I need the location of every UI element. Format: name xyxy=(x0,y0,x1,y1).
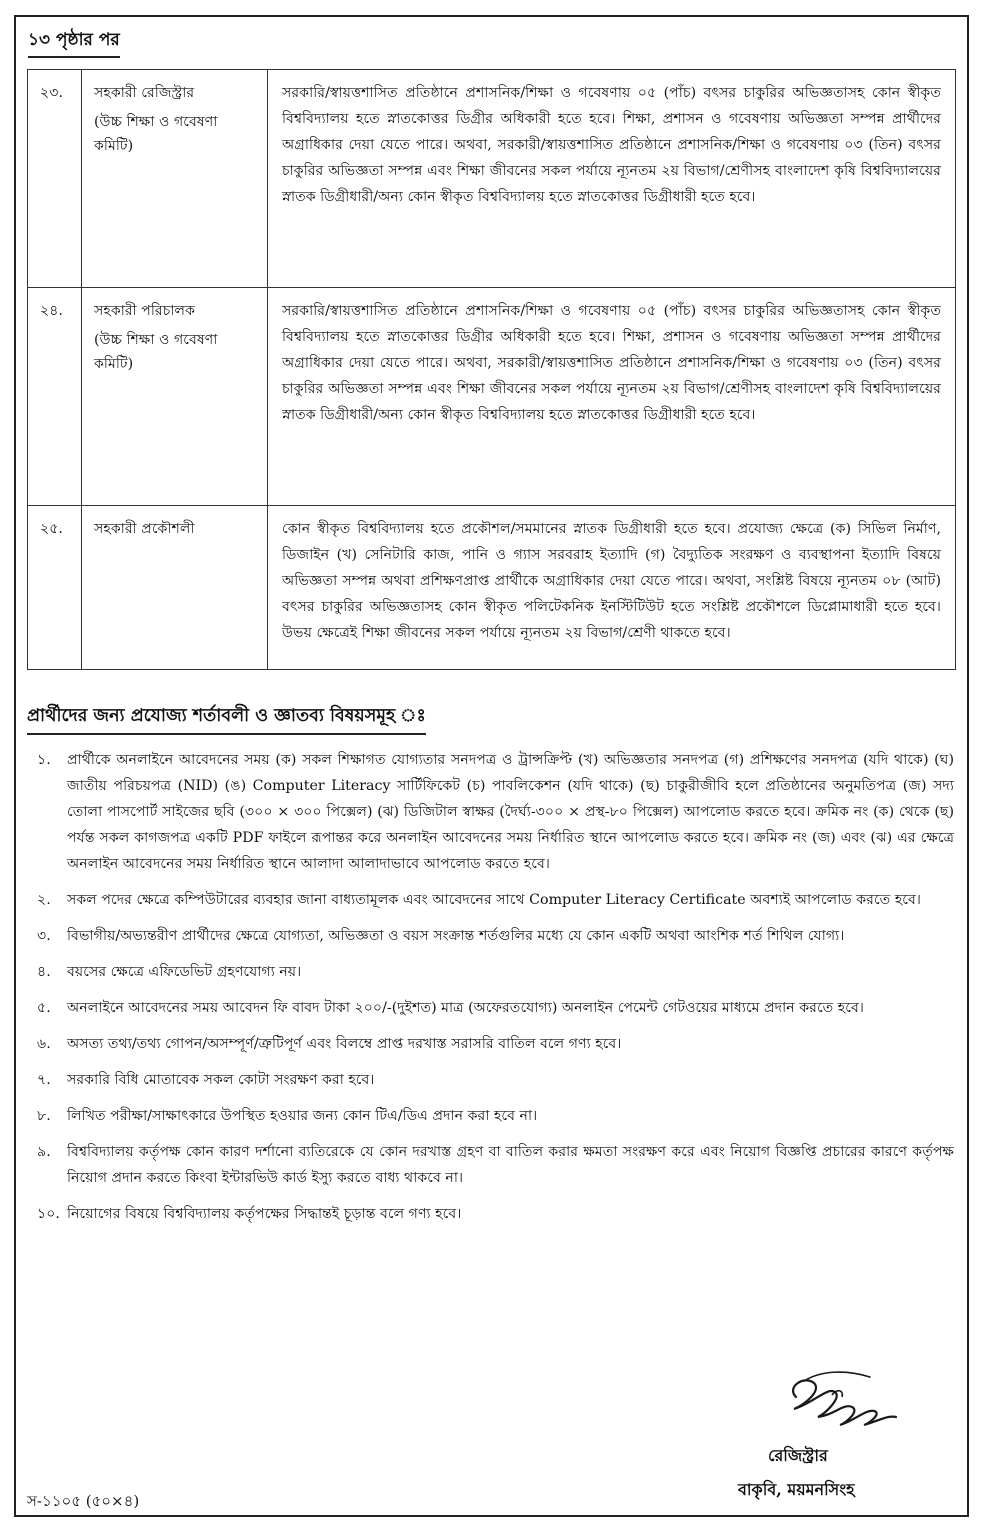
notice-page xyxy=(14,15,969,1517)
condition-text: লিখিত পরীক্ষা/সাক্ষাৎকারে উপস্থিত হওয়ার জন্য কোন টিএ/ডিএ প্রদান করা হবে না। xyxy=(67,1108,538,1124)
post-subtitle: (উচ্চ শিক্ষা ও গবেষণা কমিটি) xyxy=(94,114,218,154)
condition-text: বয়সের ক্ষেত্রে এফিডেভিট গ্রহণযোগ্য নয়। xyxy=(67,964,302,980)
post-subtitle: (উচ্চ শিক্ষা ও গবেষণা কমিটি) xyxy=(94,332,218,372)
reference-number: স-১১০৫ (৫০×৪) xyxy=(27,1492,140,1510)
signature-flourish xyxy=(804,1372,870,1381)
list-item xyxy=(27,1031,956,1057)
condition-text: প্রার্থীকে অনলাইনে আবেদনের সময় (ক) সকল শিক্ষাগত যোগ্যতার সনদপত্র ও ট্রান্সক্রিপ্ট (খ) অভিজ্ঞতার সনদপত্র (গ) প্রশিক্ষণের সনদপত্র (যদি থাকে) (ঘ) জাতীয় পরিচয়পত্র (NID) (ঙ) Computer Literacy সার্টিফিকেট (চ) পাবলিকেশন (যদি থাকে) (ছ) চাকুরীজীবি হলে প্রতিষ্ঠানের অনুমতিপত্র (জ) সদ্য তোলা পাসপোর্ট সাইজের ছবি (৩০০ × ৩০০ পিক্সেল) (ঝ) ডিজিটাল স্বাক্ষর (দৈর্ঘ্য-৩০০ × প্রস্থ-৮০ পিক্সেল) আপলোড করতে হবে। ক্রমিক নং (ক) থেকে (ছ) পর্যন্ত সকল কাগজপত্র একটি PDF ফাইলে রূপান্তর করে অনলাইন আবেদনের সময় নির্ধারিত স্থানে আপলোড করতে হবে। ক্রমিক নং (জ) এবং (ঝ) এর ক্ষেত্রে অনলাইন আবেদনের সময় নির্ধারিত স্থানে আলাদা আলাদাভাবে আপলোড করতে হবে। xyxy=(67,752,954,872)
condition-number: ৮. xyxy=(37,1108,51,1124)
post-requirements: কোন স্বীকৃত বিশ্ববিদ্যালয় হতে প্রকৌশল/সমমানের স্নাতক ডিগ্রীধারী হতে হবে। প্রযোজ্য ক্ষেত্রে (ক) সিভিল নির্মাণ, ডিজাইন (খ) সেনিটারি কাজ, পানি ও গ্যাস সরবরাহ ইত্যাদি (গ) বৈদ্যুতিক সংরক্ষণ ও ব্যবস্থাপনা ইত্যাদি বিষয়ে অভিজ্ঞতা সম্পন্ন অথবা প্রশিক্ষণপ্রাপ্ত প্রার্থীকে অগ্রাধিকার দেয়া যেতে পারে। অথবা, সংশ্লিষ্ট বিষয়ে ন্যূনতম ০৮ (আট) বৎসর চাকুরির অভিজ্ঞতাসহ কোন স্বীকৃত পলিটেকনিক ইনস্টিটিউট হতে সংশ্লিষ্ট প্রকৌশলে ডিপ্লোমাধারী হতে হবে। উভয় ক্ষেত্রেই শিক্ষা জীবনের সকল পর্যায়ে ন্যূনতম ২য় বিভাগ/শ্রেণী থাকতে হবে। xyxy=(268,506,956,670)
list-item xyxy=(27,1103,956,1129)
list-item xyxy=(27,923,956,949)
list-item xyxy=(27,995,956,1021)
condition-number: ৭. xyxy=(37,1072,51,1088)
condition-text: অনলাইনে আবেদনের সময় আবেদন ফি বাবদ টাকা ২০০/-(দুইশত) মাত্র (অফেরতযোগ্য) অনলাইন পেমেন্ট গেটওয়ের মাধ্যমে প্রদান করতে হবে। xyxy=(67,1000,864,1016)
list-item xyxy=(27,1201,956,1227)
post-number: ২৫. xyxy=(28,506,82,670)
condition-text: সকল পদের ক্ষেত্রে কম্পিউটারের ব্যবহার জানা বাধ্যতামূলক এবং আবেদনের সাথে Computer Literacy Certificate অবশ্যই আপলোড করতে হবে। xyxy=(67,892,921,908)
condition-text: সরকারি বিধি মোতাবেক সকল কোটা সংরক্ষণ করা হবে। xyxy=(67,1072,375,1088)
list-item xyxy=(27,959,956,985)
list-item xyxy=(27,1139,956,1191)
list-item xyxy=(27,747,956,877)
condition-number: ৩. xyxy=(37,928,51,944)
condition-number: ১০. xyxy=(37,1206,60,1222)
post-title: সহকারী পরিচালক xyxy=(94,303,195,319)
list-item xyxy=(27,887,956,913)
post-requirements: সরকারি/স্বায়ত্তশাসিত প্রতিষ্ঠানে প্রশাসনিক/শিক্ষা ও গবেষণায় ০৫ (পাঁচ) বৎসর চাকুরির অভিজ্ঞতাসহ কোন স্বীকৃত বিশ্ববিদ্যালয় হতে স্নাতকোত্তর ডিগ্রীর অধিকারী হতে হবে। শিক্ষা, প্রশাসন ও গবেষণায় অভিজ্ঞতা সম্পন্ন প্রার্থীদের অগ্রাধিকার দেয়া যেতে পারে। অথবা, সরকারী/স্বায়ত্তশাসিত প্রতিষ্ঠানে প্রশাসনিক/শিক্ষা ও গবেষণায় ০৩ (তিন) বৎসর চাকুরির অভিজ্ঞতা সম্পন্ন এবং শিক্ষা জীবনের সকল পর্যায়ে ন্যূনতম ২য় বিভাগ/শ্রেণীসহ বাংলাদেশ কৃষি বিশ্ববিদ্যালয়ের স্নাতক ডিগ্রীধারী/অন্য কোন স্বীকৃত বিশ্ববিদ্যালয় হতে স্নাতকোত্তর ডিগ্রীধারী হতে হবে। xyxy=(268,70,956,288)
signature xyxy=(774,1365,904,1440)
conditions-list xyxy=(27,747,956,1237)
list-item xyxy=(27,1067,956,1093)
table-row xyxy=(28,288,956,506)
post-number: ২৩. xyxy=(28,70,82,288)
signatory-role: রেজিস্ট্রার xyxy=(768,1446,828,1465)
condition-text: বিভাগীয়/অভ্যন্তরীণ প্রার্থীদের ক্ষেত্রে যোগ্যতা, অভিজ্ঞতা ও বয়স সংক্রান্ত শর্তগুলির মধ্যে যে কোন একটি অথবা আংশিক শর্ত শিথিল যোগ্য। xyxy=(67,928,845,944)
table-row xyxy=(28,70,956,288)
post-title-cell xyxy=(82,506,268,670)
continued-from-label: ১৩ পৃষ্ঠার পর xyxy=(28,27,120,58)
condition-number: ২. xyxy=(37,892,51,908)
posts-table xyxy=(27,69,956,670)
condition-text: অসত্য তথ্য/তথ্য গোপন/অসম্পূর্ণ/ত্রুটিপূর্ণ এবং বিলম্বে প্রাপ্ত দরখাস্ত সরাসরি বাতিল বলে গণ্য হবে। xyxy=(67,1036,622,1052)
condition-text: বিশ্ববিদ্যালয় কর্তৃপক্ষ কোন কারণ দর্শানো ব্যতিরেকে যে কোন দরখাস্ত গ্রহণ বা বাতিল করার ক্ষমতা সংরক্ষণ করে এবং নিয়োগ বিজ্ঞপ্তি প্রচারের কারণে কর্তৃপক্ষ নিয়োগ প্রদান করতে কিংবা ইন্টারভিউ কার্ড ইস্যু করতে বাধ্য থাকবে না। xyxy=(67,1144,954,1186)
table-row xyxy=(28,506,956,670)
signature-stroke xyxy=(793,1380,896,1425)
post-title-cell xyxy=(82,288,268,506)
conditions-heading: প্রার্থীদের জন্য প্রযোজ্য শর্তাবলী ও জ্ঞাতব্য বিষয়সমূহ ঃ xyxy=(27,703,426,735)
condition-number: ৪. xyxy=(37,964,51,980)
condition-number: ৬. xyxy=(37,1036,51,1052)
signatory-office: বাকৃবি, ময়মনসিংহ xyxy=(738,1480,855,1499)
condition-text: নিয়োগের বিষয়ে বিশ্ববিদ্যালয় কর্তৃপক্ষের সিদ্ধান্তই চূড়ান্ত বলে গণ্য হবে। xyxy=(67,1206,462,1222)
post-title: সহকারী রেজিস্ট্রার xyxy=(94,85,195,101)
post-number: ২৪. xyxy=(28,288,82,506)
post-title: সহকারী প্রকৌশলী xyxy=(94,521,195,537)
post-title-cell xyxy=(82,70,268,288)
condition-number: ৫. xyxy=(37,1000,51,1016)
post-requirements: সরকারি/স্বায়ত্তশাসিত প্রতিষ্ঠানে প্রশাসনিক/শিক্ষা ও গবেষণায় ০৫ (পাঁচ) বৎসর চাকুরির অভিজ্ঞতাসহ কোন স্বীকৃত বিশ্ববিদ্যালয় হতে স্নাতকোত্তর ডিগ্রীর অধিকারী হতে হবে। শিক্ষা, প্রশাসন ও গবেষণায় অভিজ্ঞতা সম্পন্ন প্রার্থীদের অগ্রাধিকার দেয়া যেতে পারে। অথবা, সরকারী/স্বায়ত্তশাসিত প্রতিষ্ঠানে প্রশাসনিক/শিক্ষা ও গবেষণায় ০৩ (তিন) বৎসর চাকুরির অভিজ্ঞতা সম্পন্ন এবং শিক্ষা জীবনের সকল পর্যায়ে ন্যূনতম ২য় বিভাগ/শ্রেণীসহ বাংলাদেশ কৃষি বিশ্ববিদ্যালয়ের স্নাতক ডিগ্রীধারী/অন্য কোন স্বীকৃত বিশ্ববিদ্যালয় হতে স্নাতকোত্তর ডিগ্রীধারী হতে হবে। xyxy=(268,288,956,506)
condition-number: ১. xyxy=(37,752,51,768)
condition-number: ৯. xyxy=(37,1144,51,1160)
